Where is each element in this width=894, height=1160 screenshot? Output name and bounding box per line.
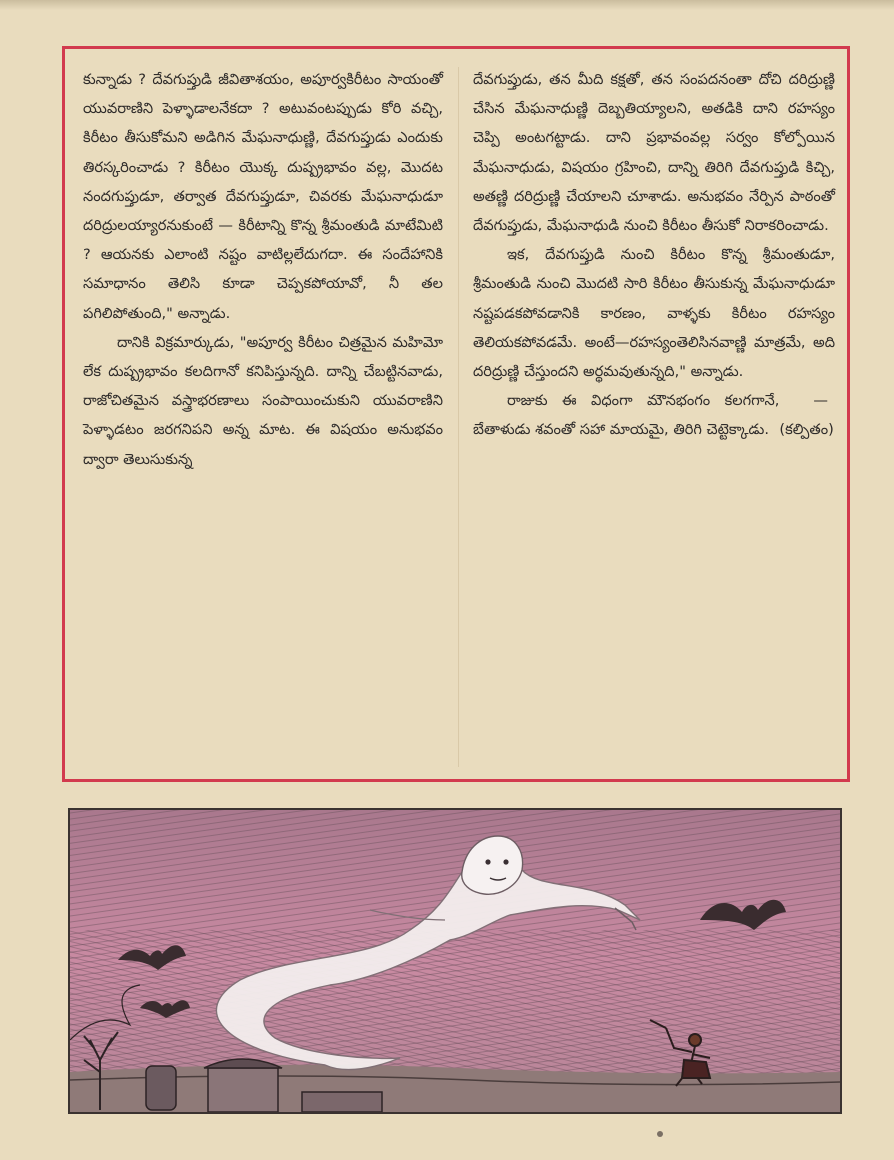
story-paragraph: దానికి విక్రమార్కుడు, "అపూర్వ కిరీటం చిత్రమైన మహిమో లేక దుష్ప్రభావం కలదిగానో కనిపిస్తున్నది. దాన్ని చేబట్టినవాడు, రాజోచితమైన వస్త్రాభరణాలు సంపాయించుకుని యువరాణిని పెళ్ళాడటం జరగనిపని అన్న మాట. ఈ విషయం అనుభవం ద్వారా తెలుసుకున్న [83, 333, 443, 468]
illustration-scene [70, 810, 840, 1112]
left-column [83, 65, 443, 474]
page-marker-dot [657, 1131, 663, 1137]
column-divider [458, 67, 459, 767]
right-column [473, 65, 835, 445]
story-paragraph: కున్నాడు ? దేవగుప్తుడి జీవితాశయం, అపూర్వకిరీటం సాయంతో యువరాణిని పెళ్ళాడాలనేకదా ? అటువంటప్పుడు కోరి వచ్చి, కిరీటం తీసుకోమని అడిగిన మేఘనాధుణ్ణి, దేవగుప్తుడు ఎందుకు తిరస్కరించాడు ? కిరీటం యొక్క దుష్ప్రభావం వల్ల, మొదట నందగుప్తుడూ, తర్వాత దేవగుప్తుడూ, చివరకు మేఘనాధుడూ దరిద్రులయ్యారనుకుంటే — కిరీటాన్ని కొన్న శ్రీమంతుడి మాటేమిటి ? ఆయనకు ఎలాంటి నష్టం వాటిల్లలేదుగదా. ఈ సందేహానికి సమాధానం తెలిసి కూడా చెప్పకపోయావో, నీ తల పగిలిపోతుంది," అన్నాడు. [83, 71, 443, 322]
closing-paragraph [473, 386, 835, 444]
story-illustration [68, 808, 842, 1114]
story-paragraph: దేవగుప్తుడు, తన మీది కక్షతో, తన సంపదనంతా దోచి దరిద్రుణ్ణి చేసిన మేఘనాధుణ్ణి దెబ్బతియ్యాలని, అతడికి దాని రహస్యం చెప్పి అంటగట్టాడు. దాని ప్రభావంవల్ల సర్వం కోల్పోయిన మేఘనాధుడు, విషయం గ్రహించి, దాన్ని తిరిగి దేవగుప్తుడి కిచ్చి, అతణ్ణి దరిద్రుణ్ణి చేయాలని చూశాడు. అనుభవం నేర్పిన పాఠంతో దేవగుప్తుడు, మేఘనాధుడి నుంచి కిరీటం తీసుకో నిరాకరించాడు. [473, 71, 835, 235]
page-top-edge [0, 0, 894, 10]
story-signoff: —(కల్పితం) [779, 392, 834, 439]
story-text-frame [62, 46, 850, 782]
closing-sentence: రాజుకు ఈ విధంగా మౌనభంగం కలగగానే, బేతాళుడు శవంతో సహా మాయమై, తిరిగి చెట్టెక్కాడు. [473, 392, 780, 439]
story-paragraph: ఇక, దేవగుప్తుడి నుంచి కిరీటం కొన్న శ్రీమంతుడూ, శ్రీమంతుడి నుంచి మొదటి సారి కిరీటం తీసుకున్న మేఘనాధుడూ నష్టపడకపోవడానికి కారణం, వాళ్ళకు కిరీటం రహస్యం తెలియకపోవడమే. అంటే—రహస్యంతెలిసినవాణ్ణి మాత్రమే, అది దరిద్రుణ్ణి చేస్తుందని అర్థమవుతున్నది," అన్నాడు. [473, 246, 835, 381]
